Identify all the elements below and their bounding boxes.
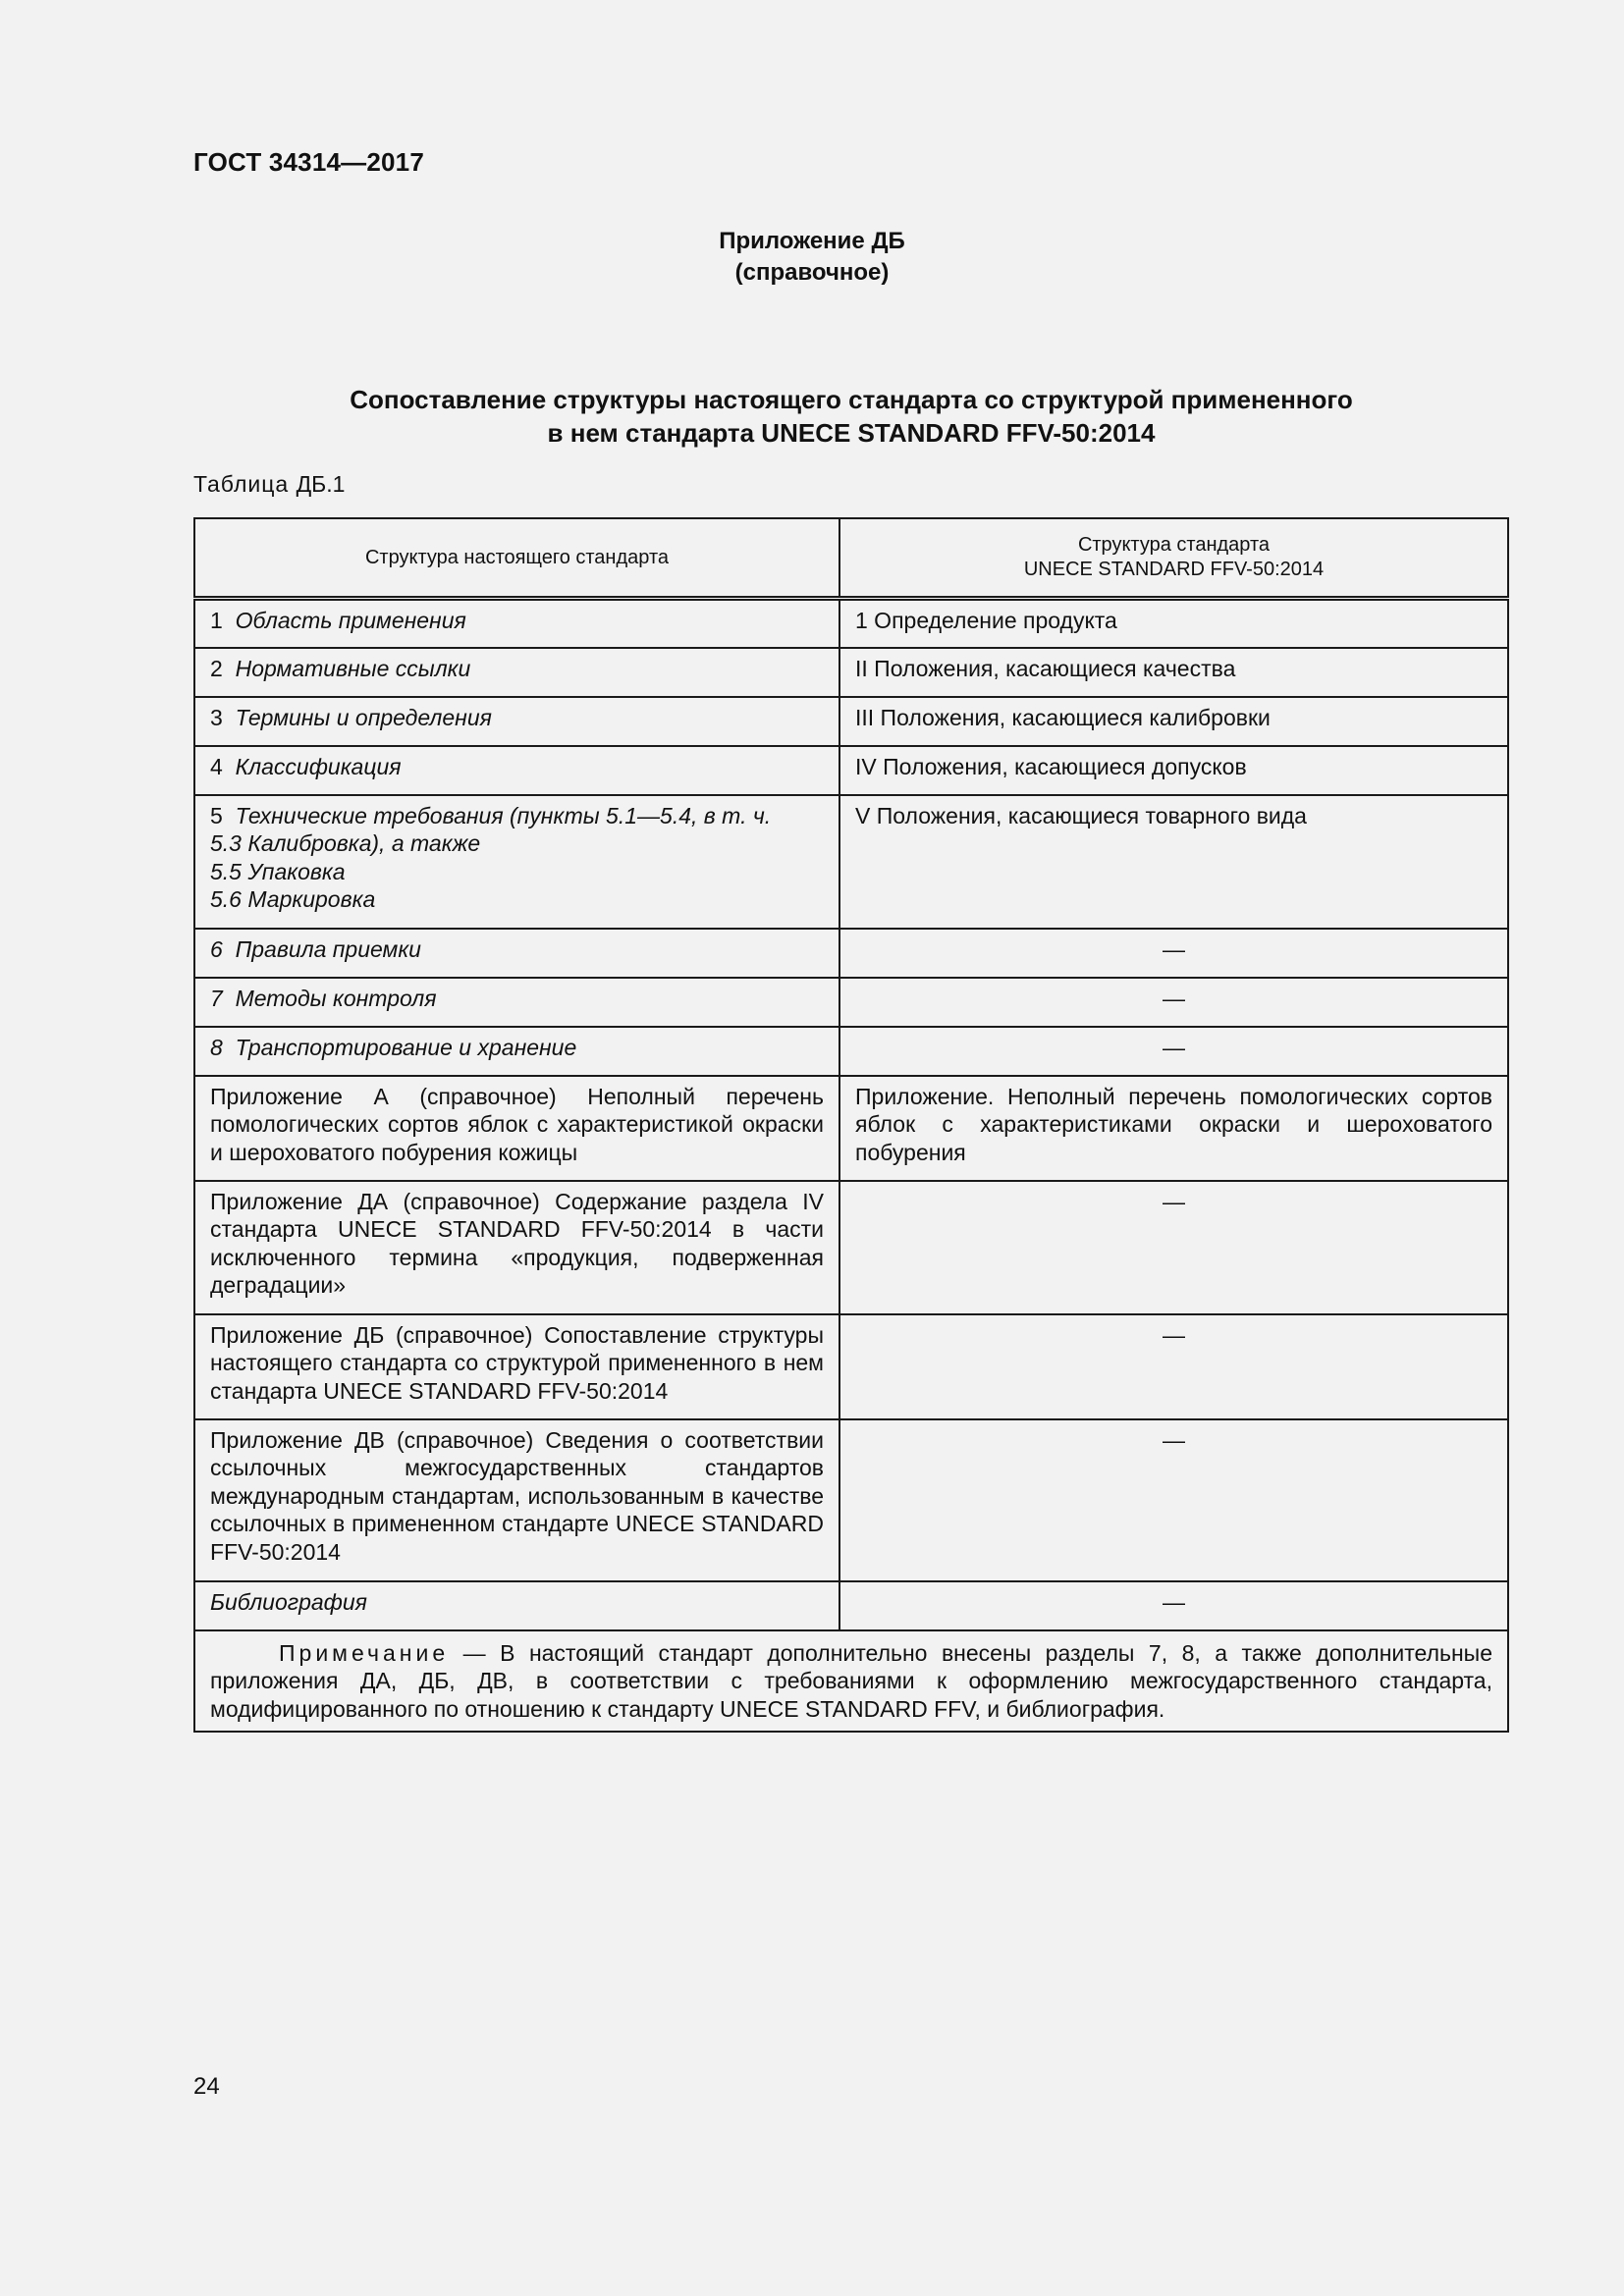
unece-structure-cell: — bbox=[839, 1314, 1508, 1419]
current-structure-cell: Приложение ДВ (справочное) Сведения о соответствии ссылочных межгосударственных стандартов международным стандартам, использованным в качестве ссылочных в примененном стандарте UNECE STANDARD FFV-50:2014 bbox=[194, 1419, 839, 1581]
unece-structure-cell: — bbox=[839, 978, 1508, 1027]
section-title: Термины и определения bbox=[235, 704, 492, 730]
column-header-current-standard: Структура настоящего стандарта bbox=[194, 518, 839, 599]
section-number: 8 bbox=[210, 1034, 223, 1060]
section-number: 1 bbox=[210, 608, 223, 633]
table-note bbox=[194, 1630, 1508, 1733]
table-row bbox=[194, 1581, 1508, 1630]
unece-structure-cell: II Положения, касающиеся качества bbox=[839, 648, 1508, 697]
structure-comparison-table bbox=[193, 517, 1509, 1733]
section-title: Нормативные ссылки bbox=[235, 655, 471, 681]
unece-structure-cell: IV Положения, касающиеся допусков bbox=[839, 746, 1508, 795]
table-label-word: Таблица bbox=[193, 471, 290, 497]
section-number: 4 bbox=[210, 753, 223, 779]
section-title: Область применения bbox=[235, 608, 466, 633]
subsection-marking: 5.6 Маркировка bbox=[210, 886, 376, 912]
current-structure-cell bbox=[194, 599, 839, 648]
section-number: 6 bbox=[210, 935, 223, 962]
table-row bbox=[194, 978, 1508, 1027]
note-label: Примечание bbox=[279, 1639, 450, 1666]
table-row bbox=[194, 1181, 1508, 1314]
table-row bbox=[194, 746, 1508, 795]
appendix-title bbox=[0, 226, 1624, 289]
section-number: 5 bbox=[210, 802, 223, 828]
note-text: — В настоящий стандарт дополнительно внесены разделы 7, 8, а также дополнительные приложения ДА, ДБ, ДВ, в соответствии с требованиями к оформлению межгосударственного стандарта, модифицированного по отношению к стандарту UNECE STANDARD FFV, и библиография. bbox=[210, 1639, 1492, 1722]
current-structure-cell: Приложение А (справочное) Неполный перечень помологических сортов яблок с характеристикой окраски и шероховатого побурения кожицы bbox=[194, 1076, 839, 1181]
section-title: Классификация bbox=[235, 753, 402, 779]
table-note-row bbox=[194, 1630, 1508, 1733]
page-number: 24 bbox=[193, 2073, 220, 2100]
heading-line-1: Сопоставление структуры настоящего стандарта со структурой примененного bbox=[350, 385, 1353, 414]
section-title: Технические требования (пункты 5.1—5.4, в т. ч. bbox=[235, 802, 772, 828]
section-number: 3 bbox=[210, 704, 223, 730]
current-structure-cell: Приложение ДБ (справочное) Сопоставление структуры настоящего стандарта со структурой примененного в нем стандарта UNECE STANDARD FFV-50:2014 bbox=[194, 1314, 839, 1419]
unece-structure-cell: III Положения, касающиеся калибровки bbox=[839, 697, 1508, 746]
section-title: Методы контроля bbox=[235, 985, 437, 1011]
current-structure-cell bbox=[194, 648, 839, 697]
unece-structure-cell: — bbox=[839, 1181, 1508, 1314]
section-title: Транспортирование и хранение bbox=[235, 1034, 577, 1060]
table-row bbox=[194, 648, 1508, 697]
table-row bbox=[194, 1419, 1508, 1581]
table-row bbox=[194, 1314, 1508, 1419]
current-structure-cell bbox=[194, 795, 839, 929]
table-header-row bbox=[194, 518, 1508, 599]
unece-structure-cell: Приложение. Неполный перечень помологических сортов яблок с характеристиками окраски и шероховатого побурения bbox=[839, 1076, 1508, 1181]
appendix-type: (справочное) bbox=[734, 259, 890, 286]
current-structure-cell bbox=[194, 746, 839, 795]
section-number: 7 bbox=[210, 985, 223, 1011]
table-row bbox=[194, 929, 1508, 978]
table-row bbox=[194, 599, 1508, 648]
unece-structure-cell: — bbox=[839, 929, 1508, 978]
table-label bbox=[193, 471, 345, 498]
column-header-unece-standard bbox=[839, 518, 1508, 599]
section-heading bbox=[0, 383, 1624, 450]
section-number: 2 bbox=[210, 655, 223, 681]
current-structure-cell bbox=[194, 697, 839, 746]
column-header-unece-line-1: Структура стандарта bbox=[1077, 534, 1271, 556]
unece-structure-cell: 1 Определение продукта bbox=[839, 599, 1508, 648]
current-structure-cell: Приложение ДА (справочное) Содержание раздела IV стандарта UNECE STANDARD FFV-50:2014 в части исключенного термина «продукция, подверженная деградации» bbox=[194, 1181, 839, 1314]
heading-line-2: в нем стандарта UNECE STANDARD FFV-50:2014 bbox=[547, 418, 1156, 448]
table-row bbox=[194, 795, 1508, 929]
table-row bbox=[194, 1076, 1508, 1181]
section-title: Правила приемки bbox=[235, 935, 421, 962]
unece-structure-cell: — bbox=[839, 1419, 1508, 1581]
document-code: ГОСТ 34314—2017 bbox=[193, 147, 424, 177]
section-title-continued: 5.3 Калибровка), а также bbox=[210, 830, 481, 856]
table-row bbox=[194, 697, 1508, 746]
current-structure-cell bbox=[194, 1027, 839, 1076]
table-label-number: ДБ.1 bbox=[296, 471, 346, 497]
unece-structure-cell: — bbox=[839, 1027, 1508, 1076]
table-row bbox=[194, 1027, 1508, 1076]
column-header-unece-line-2: UNECE STANDARD FFV-50:2014 bbox=[1023, 559, 1325, 580]
subsection-packaging: 5.5 Упаковка bbox=[210, 858, 346, 884]
current-structure-cell bbox=[194, 978, 839, 1027]
appendix-name: Приложение ДБ bbox=[719, 228, 905, 254]
current-structure-cell: Библиография bbox=[194, 1581, 839, 1630]
unece-structure-cell: V Положения, касающиеся товарного вида bbox=[839, 795, 1508, 929]
unece-structure-cell: — bbox=[839, 1581, 1508, 1630]
current-structure-cell bbox=[194, 929, 839, 978]
